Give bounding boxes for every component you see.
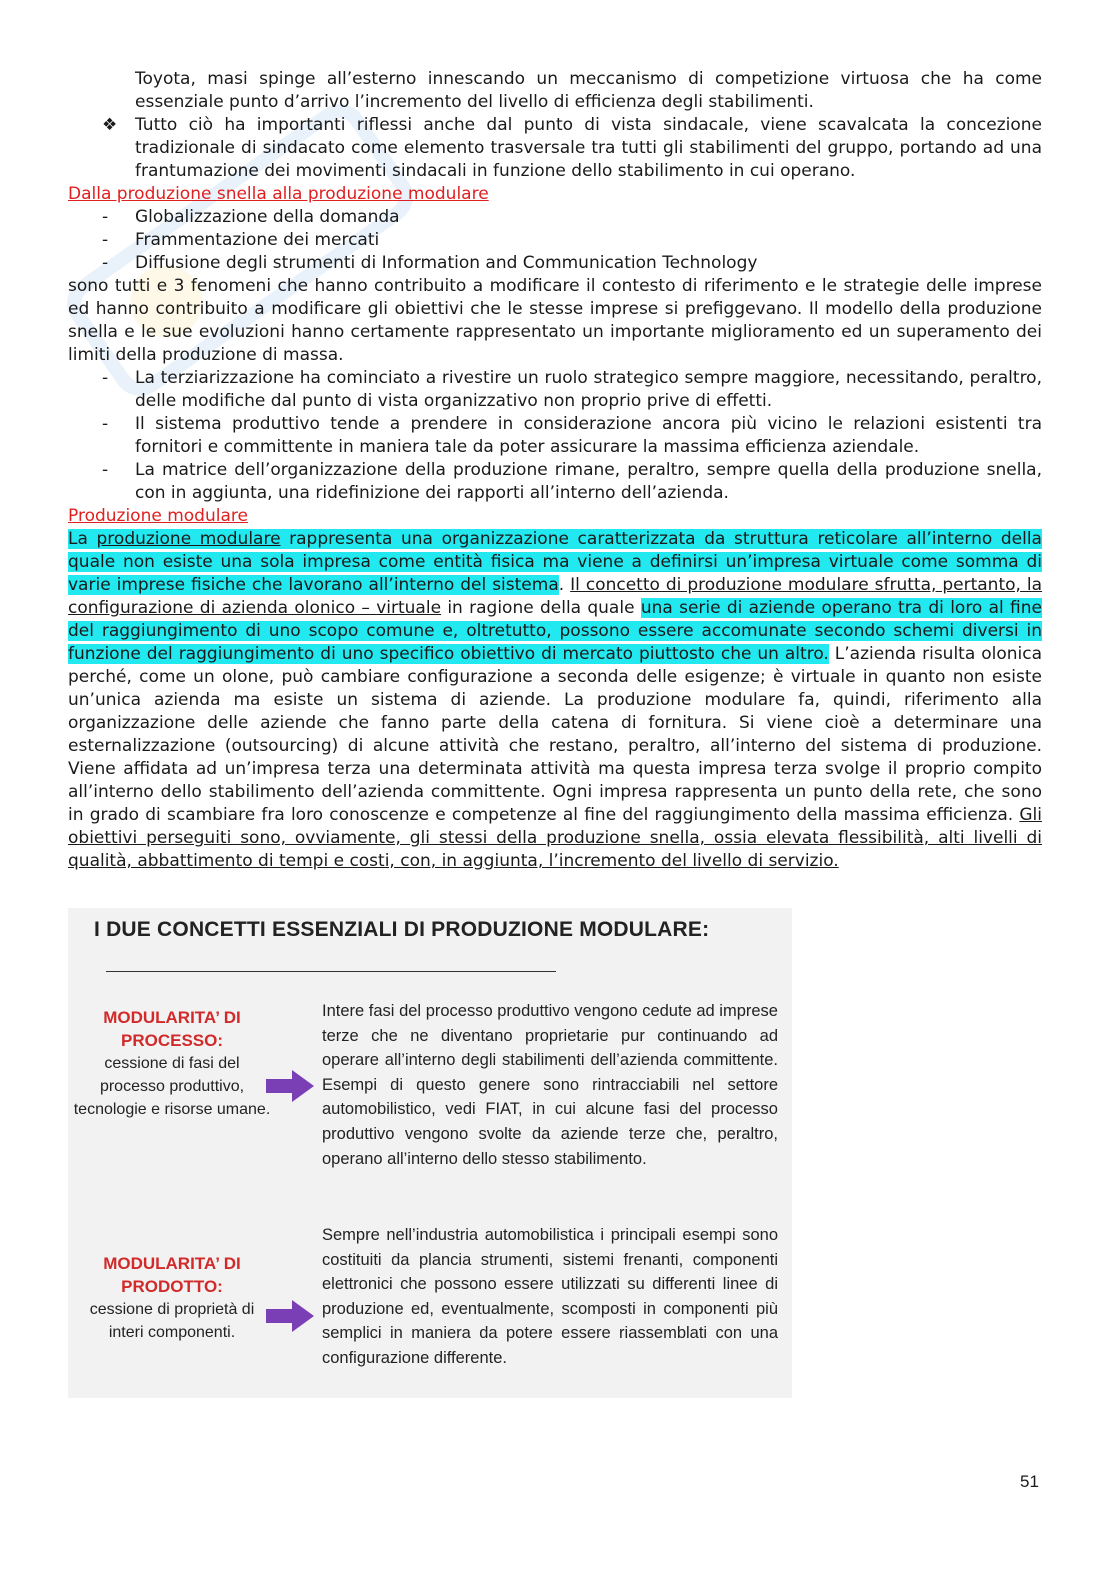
list-item: - Globalizzazione della domanda <box>102 207 400 227</box>
intro-bullet-text: Tutto ciò ha importanti riflessi anche dal punto di vista sindacale, viene scavalcata la concezione tradizionale di sindacato come elemento trasversale tra tutti gli stabilimenti del gruppo, portando ad una frantumazione dei movimenti sindacali in funzione dello stabilimento in cui operano. <box>135 115 1042 181</box>
list-item: - Diffusione degli strumenti di Information and Communication Technology <box>102 253 758 273</box>
body-paragraph-modulare: La produzione modulare rappresenta una organizzazione caratterizzata da struttura reticolare all’interno della quale non esiste una sola impresa come entità fisica ma viene a definirsi un’impresa virtuale come somma di varie imprese fisiche che lavorano all’interno del sistema. Il concetto di produzione modulare sfrutta, pertanto, la configurazione di azienda olonico – virtuale in ragione della quale una serie di aziende operano tra di loro al fine del raggiungimento di uno scopo comune e, oltretutto, possono essere accomunate secondo schemi diversi in funzione del raggiungimento di uno specifico obiettivo di mercato piuttosto che un altro. L’azienda risulta olonica perché, come un olone, può cambiare configurazione a seconda delle esigenze; è virtuale in quanto non esiste un’unica azienda ma esiste un sistema di aziende. La produzione modulare fa, quindi, riferimento alla organizzazione delle aziende che fanno parte della catena di fornitura. Si viene cioè a determinare una esternalizzazione (outsourcing) di alcune attività che restano, peraltro, all’interno del sistema di produzione. Viene affidata ad un’impresa terza una determinata attività ma questa impresa terza svolge il proprio compito all’interno dello stabilimento dell’azienda committente. Ogni impresa rappresenta un punto della rete, che sono in grado di scambiare fra loro conoscenze e competenze al fine del raggiungimento della massima efficienza. Gli obiettivi perseguiti sono, ovviamente, gli stessi della produzione snella, ossia elevata flessibilità, alti livelli di qualità, abbattimento di tempi e costi, con, in aggiunta, l’incremento del livello di servizio. <box>68 529 1043 871</box>
process-modularity-label: MODULARITA’ DI PROCESSO: cessione di fasi del processo produttivo, tecnologie e risorse umane. <box>73 1008 271 1118</box>
process-modularity-text: Intere fasi del processo produttivo vengono cedute ad imprese terze che ne diventano proprietarie pur continuando ad operare all’interno degli stabilimenti dell’azienda committente. Esempi di questo genere sono rintracciabili nel settore automobilistico, vedi FIAT, in cui alcune fasi del processo produttivo vengono svolte da aziende terze che, peraltro, operano all’interno dello stesso stabilimento. <box>322 1002 778 1168</box>
intro-bullet-item <box>68 114 1042 183</box>
intro-continuation: Toyota, masi spinge all’esterno innescando un meccanismo di competizione virtuosa che ha come essenziale punto d’arrivo l’incremento del livello di efficienza degli stabilimenti. <box>135 69 1042 112</box>
figure-title: I DUE CONCETTI ESSENZIALI DI PRODUZIONE MODULARE: <box>94 918 710 941</box>
arrow-right-icon <box>266 1070 314 1102</box>
diamond-bullet-icon: ❖ <box>102 115 118 135</box>
section-heading-snella-modulare: Dalla produzione snella alla produzione modulare <box>68 184 489 204</box>
list-item: - Il sistema produttivo tende a prendere in considerazione ancora più vicino le relazioni esistenti tra fornitori e committente in maniera tale da poter assicurare la massima efficienza aziendale. <box>102 414 1042 457</box>
modularity-figure <box>68 908 792 1398</box>
section-heading-produzione-modulare: Produzione modulare <box>68 506 248 526</box>
page-content <box>68 68 1042 873</box>
arrow-right-icon <box>266 1300 314 1332</box>
body-paragraph: sono tutti e 3 fenomeni che hanno contribuito a modificare il contesto di riferimento e le strategie delle imprese ed hanno contribuito a modificare gli obiettivi che le stesse imprese si prefiggevano. Il modello della produzione snella e le sue evoluzioni hanno certamente rappresentato un importante miglioramento ed un superamento dei limiti della produzione di massa. <box>68 276 1042 365</box>
figure-divider <box>106 971 556 972</box>
list-item: - La terziarizzazione ha cominciato a rivestire un ruolo strategico sempre maggiore, necessitando, peraltro, delle modifiche dal punto di vista organizzativo non proprio prive di effetti. <box>102 368 1042 411</box>
list-item: - La matrice dell’organizzazione della produzione rimane, peraltro, sempre quella della produzione snella, con in aggiunta, una ridefinizione dei rapporti all’interno dell’azienda. <box>102 460 1042 503</box>
list-item: - Frammentazione dei mercati <box>102 230 380 250</box>
page-number: 51 <box>1020 1472 1039 1491</box>
product-modularity-text: Sempre nell’industria automobilistica i principali esempi sono costituiti da plancia strumenti, sistemi frenanti, componenti elettronici che possono essere utilizzati su differenti linee di produzione ed, eventualmente, scomposti in componenti più semplici in maniera da potere essere riassemblati con una configurazione differente. <box>322 1226 778 1367</box>
product-modularity-label: MODULARITA’ DI PRODOTTO: cessione di proprietà di interi componenti. <box>89 1254 255 1341</box>
